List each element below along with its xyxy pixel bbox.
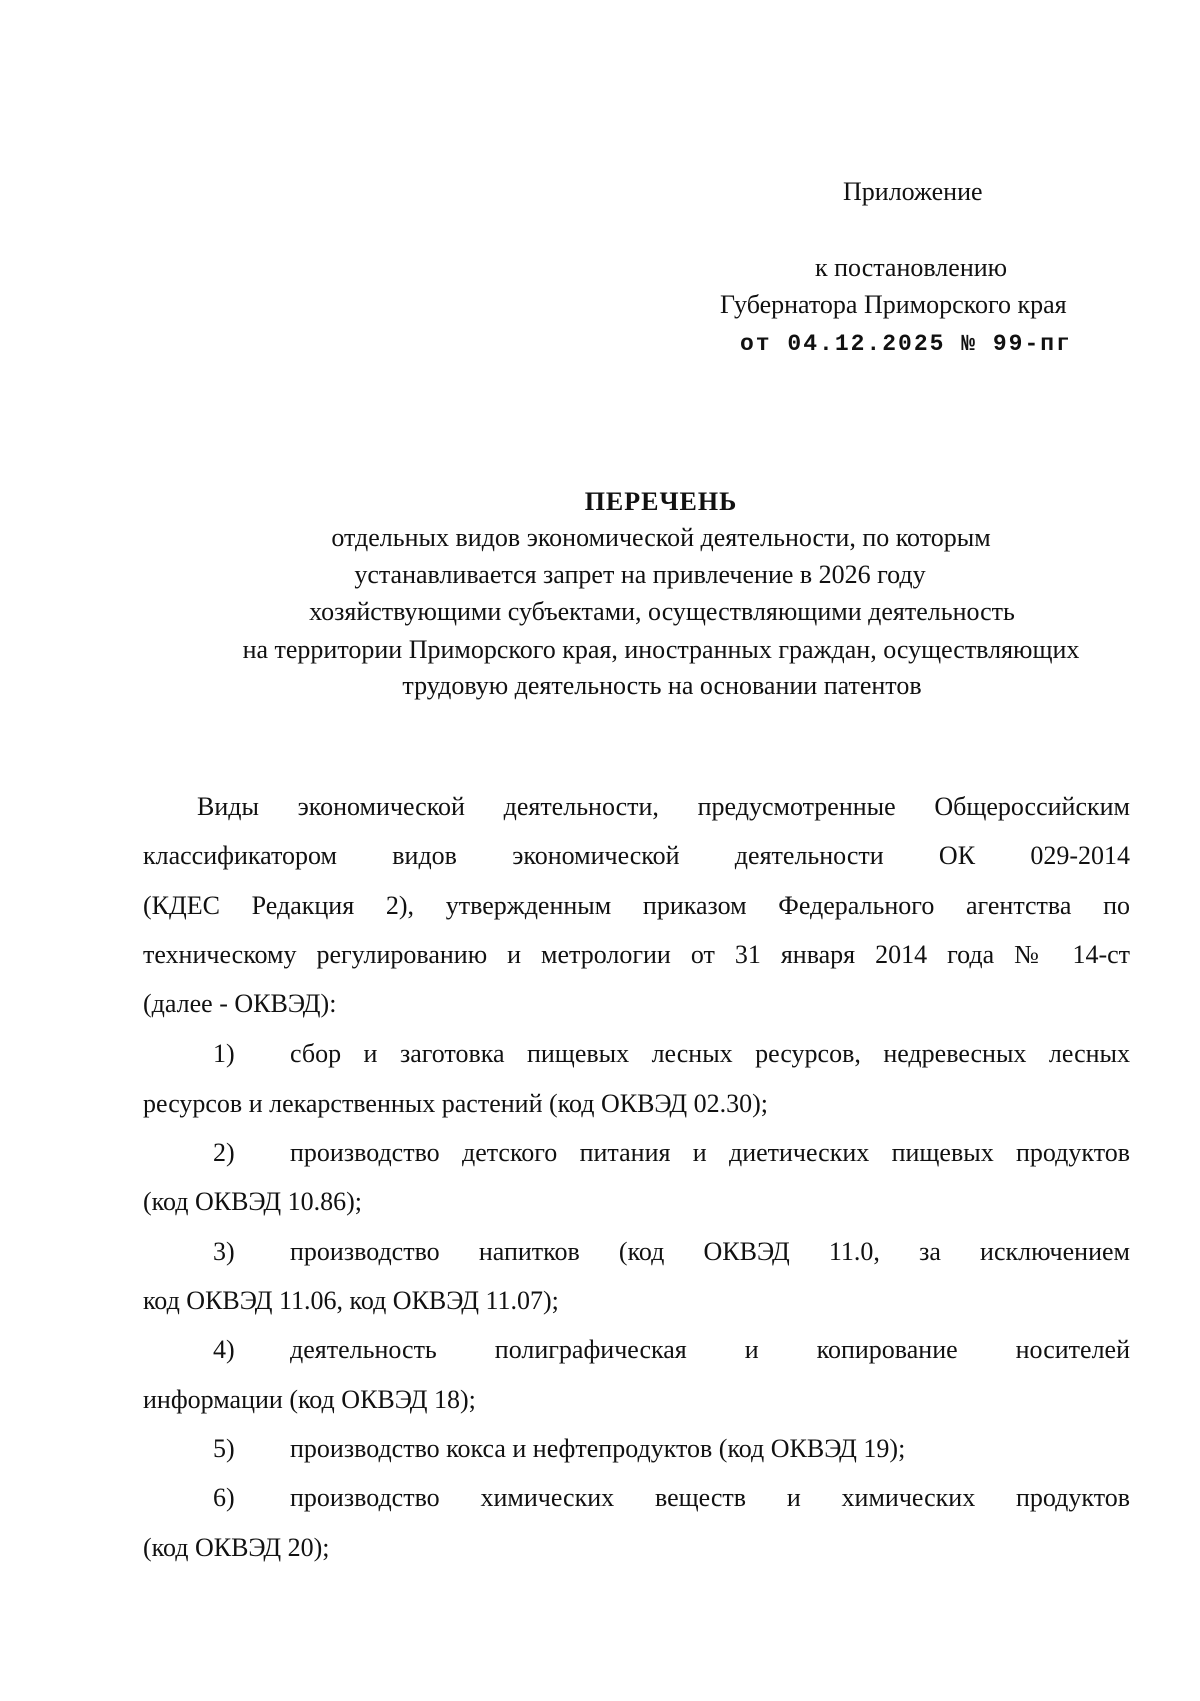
title-line-4: на территории Приморского края, иностранных граждан, осуществляющих [242,635,1080,664]
item-2-line-2: (код ОКВЭД 10.86); [143,1187,363,1216]
intro-line-2: классификатором видов экономической деятельности ОК 029-2014 [143,841,1130,870]
item-6-number: 6) [213,1483,235,1512]
governor-label: Губернатора Приморского края [720,290,1067,319]
item-1-number: 1) [213,1039,235,1068]
title-line-2: устанавливается запрет на привлечение в 2026 году [354,560,926,589]
item-4-line-2: информации (код ОКВЭД 18); [143,1385,476,1414]
item-6-line-1: производство химических веществ и химических продуктов [290,1483,1130,1512]
item-3-line-1: производство напитков (код ОКВЭД 11.0, за исключением [290,1237,1130,1266]
item-4-line-1: деятельность полиграфическая и копирование носителей [290,1335,1130,1364]
item-3-number: 3) [213,1237,235,1266]
document-title: ПЕРЕЧЕНЬ [584,487,738,516]
appendix-label: Приложение [843,177,983,206]
item-1-line-2: ресурсов и лекарственных растений (код ОКВЭД 02.30); [143,1089,769,1118]
item-4-number: 4) [213,1335,235,1364]
intro-line-4: техническому регулированию и метрологии от 31 января 2014 года № 14-ст [143,940,1130,969]
item-2-line-1: производство детского питания и диетических пищевых продуктов [290,1138,1130,1167]
intro-line-1: Виды экономической деятельности, предусмотренные Общероссийским [197,792,1130,821]
item-5-line-1: производство кокса и нефтепродуктов (код ОКВЭД 19); [290,1434,906,1463]
item-2-number: 2) [213,1138,235,1167]
title-line-5: трудовую деятельность на основании патентов [402,671,922,700]
item-3-line-2: код ОКВЭД 11.06, код ОКВЭД 11.07); [143,1286,559,1315]
resolution-date-number: от 04.12.2025 № 99-пг [740,331,1072,357]
item-1-line-1: сбор и заготовка пищевых лесных ресурсов, недревесных лесных [290,1039,1130,1068]
intro-line-3: (КДЕС Редакция 2), утвержденным приказом Федерального агентства по [143,891,1130,920]
title-line-3: хозяйствующими субъектами, осуществляющими деятельность [309,597,1015,626]
title-line-1: отдельных видов экономической деятельности, по которым [331,523,991,552]
to-resolution-label: к постановлению [815,253,1008,282]
intro-line-5: (далее - ОКВЭД): [143,989,337,1018]
item-6-line-2: (код ОКВЭД 20); [143,1533,330,1562]
item-5-number: 5) [213,1434,235,1463]
